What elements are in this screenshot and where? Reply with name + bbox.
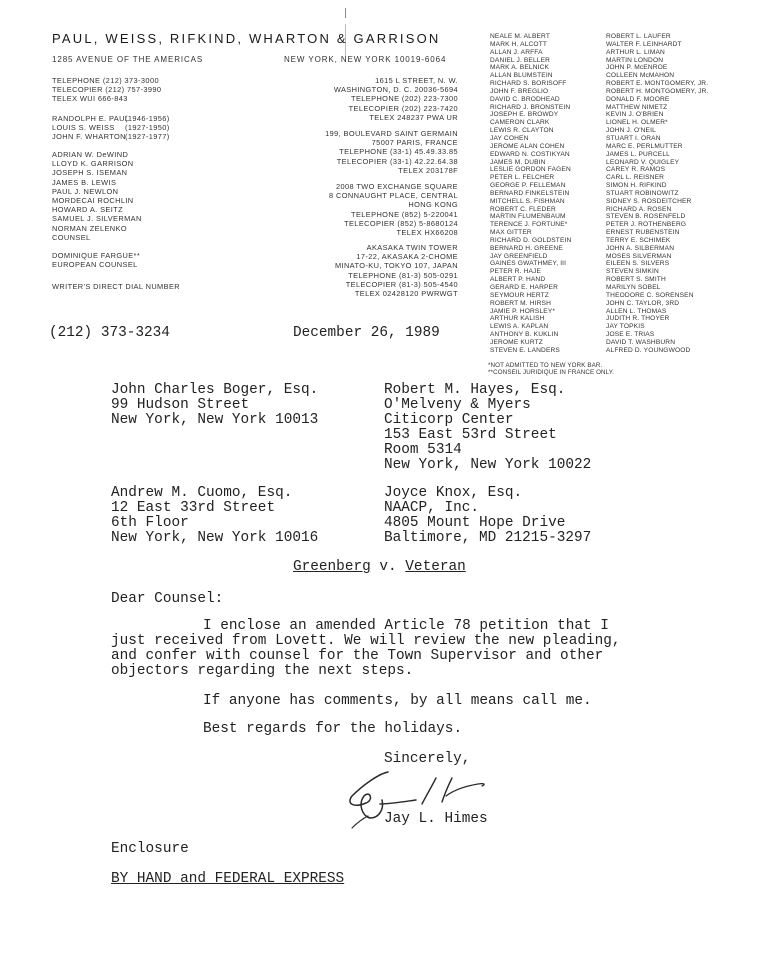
counsel-name: NORMAN ZELENKO: [52, 223, 127, 233]
partner-name: DANIEL J. BELLER: [490, 56, 551, 64]
address-line: New York, New York 10013: [111, 412, 319, 428]
firm-address: 1285 AVENUE OF THE AMERICAS: [52, 55, 204, 64]
partner-name: EILEEN S. SILVERS: [606, 260, 670, 268]
partner-name: TERRY E. SCHIMEK: [606, 236, 671, 244]
founder-years: (1927-1950): [125, 123, 170, 133]
counsel-name: ADRIAN W. DeWIND: [52, 150, 129, 159]
partner-name: KEVIN J. O'BRIEN: [606, 111, 664, 119]
partner-name: MARTIN FLUMENBAUM: [490, 213, 566, 221]
address-line: NAACP, Inc.: [384, 500, 479, 516]
ny-contacts: [52, 76, 161, 104]
salutation: Dear Counsel:: [111, 591, 224, 607]
address-line: 99 Hudson Street: [111, 397, 250, 413]
partner-name: ANTHONY B. KUKLIN: [490, 331, 559, 339]
body-line: and confer with counsel for the Town Supervisor and other: [111, 648, 604, 664]
partner-name: PETER L. FELCHER: [490, 174, 555, 182]
body-line: just received from Lovett. We will review the new pleading,: [111, 633, 621, 649]
office-line: TELEPHONE (81-3) 505-0291: [348, 270, 458, 280]
partner-name: ALFRED D. YOUNGWOOD: [606, 346, 691, 354]
partner-name: CARL L. REISNER: [606, 174, 665, 182]
body-paragraph-2: If anyone has comments, by all means call me.: [203, 693, 592, 709]
partner-name: COLLEEN McMAHON: [606, 72, 675, 80]
body-line: objectors regarding the next steps.: [111, 663, 414, 679]
partner-name: MATTHEW NIMETZ: [606, 103, 668, 111]
office-hong-kong: [329, 182, 458, 237]
address-line: John Charles Boger, Esq.: [111, 382, 319, 398]
office-line: TELEX 248237 PWA UR: [369, 112, 458, 122]
address-line: Andrew M. Cuomo, Esq.: [111, 485, 293, 501]
partner-name: JEROME ALAN COHEN: [490, 142, 565, 150]
partner-name: SEYMOUR HERTZ: [490, 291, 549, 299]
direct-dial-label: WRITER'S DIRECT DIAL NUMBER: [52, 282, 181, 291]
partner-name: ARTHUR KALISH: [490, 315, 545, 323]
office-line: TELEX 203178F: [398, 165, 458, 175]
closing: Sincerely,: [384, 751, 471, 767]
office-line: WASHINGTON, D. C. 20036-5694: [333, 85, 458, 95]
office-line: 8 CONNAUGHT PLACE, CENTRAL: [329, 191, 458, 201]
partner-name: MARILYN SOBEL: [606, 284, 661, 291]
address-line: Baltimore, MD 21215-3297: [384, 530, 592, 546]
address-line: Joyce Knox, Esq.: [384, 485, 523, 501]
office-line: TELEX 02428120 PWRWGT: [354, 288, 458, 298]
scan-mark: [345, 8, 346, 18]
partner-name: ALLAN BLUMSTEIN: [490, 72, 553, 80]
partner-name: JOHN A. SILBERMAN: [606, 244, 675, 252]
partner-name: JOHN J. O'NEIL: [606, 127, 656, 135]
partner-name: STEVEN SIMKIN: [606, 268, 659, 276]
address-line: Robert M. Hayes, Esq.: [384, 382, 566, 398]
founder-years: (1946-1956): [125, 114, 170, 123]
partner-name: THEODORE C. SORENSEN: [606, 291, 694, 299]
office-line: TELEPHONE (852) 5-220041: [351, 209, 458, 219]
founders-years: [125, 114, 170, 142]
partner-name: MITCHELL S. FISHMAN: [490, 197, 565, 205]
address-line: 6th Floor: [111, 515, 189, 531]
firm-name: PAUL, WEISS, RIFKIND, WHARTON & GARRISON: [52, 31, 441, 46]
enclosure-note: Enclosure: [111, 841, 189, 857]
partner-name: RICHARD D. GOLDSTEIN: [490, 236, 572, 244]
partner-name: STEVEN E. LANDERS: [490, 346, 560, 354]
partner-name: ERNEST RUBENSTEIN: [606, 229, 680, 237]
footnotes: [488, 362, 614, 376]
office-tokyo: [335, 243, 458, 298]
founder-name: RANDOLPH E. PAUL: [52, 114, 130, 123]
recipient-address: [384, 486, 591, 546]
office-line: TELEPHONE (202) 223-7300: [351, 94, 458, 104]
partner-name: LEONARD V. QUIGLEY: [606, 158, 680, 166]
founder-years: (1927-1977): [125, 132, 170, 142]
partner-name: BERNARD FINKELSTEIN: [490, 189, 570, 197]
footnote: **CONSEIL JURIDIQUE IN FRANCE ONLY.: [488, 369, 615, 376]
partner-name: MAX GITTER: [490, 229, 532, 237]
partner-name: MOSES SILVERMAN: [606, 252, 672, 260]
address-line: Room 5314: [384, 442, 462, 458]
recipient-address: [111, 383, 318, 428]
partner-name: STUART ROBINOWITZ: [606, 189, 679, 197]
partner-name: PETER R. HAJE: [490, 268, 542, 276]
contact-line: TELEPHONE (212) 373-3000: [52, 76, 159, 85]
counsel-name: HOWARD A. SEITZ: [52, 205, 124, 215]
partner-name: RICHARD A. ROSEN: [606, 205, 672, 213]
counsel-name: MORDECAI ROCHLIN: [52, 195, 134, 205]
partner-name: ROBERT C. FLEDER: [490, 205, 556, 213]
partner-name: DAVID T. WASHBURN: [606, 338, 676, 346]
founders-names: [52, 114, 129, 142]
partner-name: TERENCE J. FORTUNE*: [490, 221, 568, 229]
partner-name: JUDITH R. THOYER: [606, 315, 670, 323]
partner-name: WALTER F. LEINHARDT: [606, 40, 682, 48]
case-defendant: Veteran: [405, 559, 466, 575]
partner-name: LESLIE GORDON FAGEN: [490, 166, 571, 174]
delivery-method: BY HAND and FEDERAL EXPRESS: [111, 871, 345, 887]
founder-name: LOUIS S. WEISS: [52, 123, 115, 133]
counsel-name: LLOYD K. GARRISON: [52, 159, 134, 169]
partner-name: LEWIS A. KAPLAN: [490, 323, 549, 331]
body-line: I enclose an amended Article 78 petition that I: [203, 618, 609, 634]
european-counsel-title: EUROPEAN COUNSEL: [52, 260, 138, 270]
case-caption: [293, 559, 466, 575]
counsel-title: COUNSEL: [52, 232, 91, 242]
office-line: TELECOPIER (33-1) 42.22.64.38: [336, 156, 458, 166]
partner-name: STEVEN B. ROSENFELD: [606, 213, 686, 221]
address-line: 12 East 33rd Street: [111, 500, 276, 516]
address-line: O'Melveny & Myers: [384, 397, 531, 413]
partner-name: CAREY R. RAMOS: [606, 166, 666, 174]
partner-name: ALLEN L. THOMAS: [606, 307, 667, 315]
address-line: 153 East 53rd Street: [384, 427, 557, 443]
office-line: AKASAKA TWIN TOWER: [366, 243, 458, 252]
partner-name: PETER J. ROTHENBERG: [606, 221, 687, 229]
office-line: MINATO-KU, TOKYO 107, JAPAN: [334, 261, 458, 271]
partner-name: EDWARD N. COSTIKYAN: [490, 150, 570, 158]
office-line: 75007 PARIS, FRANCE: [371, 138, 458, 148]
footnote: *NOT ADMITTED TO NEW YORK BAR.: [488, 362, 603, 369]
office-line: TELECOPIER (202) 223-7420: [348, 103, 458, 113]
partner-name: JAY GREENFIELD: [490, 252, 548, 260]
signer-name: Jay L. Himes: [384, 811, 488, 827]
recipient-address: [111, 486, 318, 546]
european-counsel-name: DOMINIQUE FARGUE**: [52, 251, 141, 261]
partner-name: RICHARD J. BRONSTEIN: [490, 103, 571, 111]
office-line: TELEPHONE (33-1) 45.49.33.85: [339, 147, 458, 157]
office-line: 1615 L STREET, N. W.: [375, 76, 458, 85]
partner-name: STUART I. ORAN: [606, 134, 661, 142]
counsel-name: PAUL J. NEWLON: [52, 186, 119, 196]
partner-name: CAMERON CLARK: [490, 119, 550, 127]
partner-name: GEORGE P. FELLEMAN: [490, 182, 566, 190]
address-line: New York, New York 10022: [384, 457, 592, 473]
partner-name: ROBERT S. SMITH: [606, 276, 666, 284]
office-line: 17-22, AKASAKA 2-CHOME: [356, 252, 458, 262]
partner-name: JOSEPH E. BROWDY: [490, 111, 559, 119]
partner-name: JAMES M. DUBIN: [490, 158, 546, 166]
partner-name: ROBERT M. HIRSH: [490, 299, 551, 307]
office-line: 199, BOULEVARD SAINT GERMAIN: [325, 129, 458, 138]
counsel-name: SAMUEL J. SILVERMAN: [52, 214, 142, 224]
partner-name: NEALE M. ALBERT: [490, 33, 551, 40]
partner-name: ROBERT H. MONTGOMERY, JR.: [606, 87, 709, 95]
partner-name: JAMIE P. HORSLEY*: [490, 307, 556, 315]
partner-name: ROBERT E. MONTGOMERY, JR.: [606, 80, 709, 88]
office-line: TELECOPIER (81-3) 505-4540: [345, 279, 458, 289]
partner-name: ALLAN J. ARFFA: [490, 48, 543, 56]
partner-name: GAINES GWATHMEY, III: [490, 260, 567, 268]
office-line: TELEX HX66208: [396, 227, 458, 237]
partner-name: JAMES L. PURCELL: [606, 150, 670, 158]
recipient-address: [384, 383, 591, 473]
body-paragraph-3: Best regards for the holidays.: [203, 721, 463, 737]
office-paris: [325, 129, 458, 175]
partner-name: LIONEL H. OLMER*: [606, 119, 668, 127]
partner-name: JOSE E. TRIAS: [606, 331, 655, 339]
partner-name: ROBERT L. LAUFER: [606, 33, 671, 40]
partner-name: MARK A. BELNICK: [490, 64, 550, 72]
address-line: New York, New York 10016: [111, 530, 319, 546]
partner-name: JEROME KURTZ: [490, 338, 543, 346]
case-plaintiff: Greenberg: [293, 559, 371, 575]
partner-name: MARK H. ALCOTT: [490, 40, 548, 48]
contact-line: TELEX WUI 666-843: [52, 94, 128, 104]
counsel-name: JOSEPH S. ISEMAN: [52, 168, 128, 178]
partner-name: JOHN F. BREGLIO: [490, 87, 549, 95]
partner-name: JAY COHEN: [490, 134, 529, 142]
address-line: Citicorp Center: [384, 412, 514, 428]
partner-name: DONALD F. MOORE: [606, 95, 670, 103]
partner-name: JOHN P. McENROE: [606, 64, 668, 72]
partner-name: ARTHUR L. LIMAN: [606, 48, 665, 56]
firm-city: NEW YORK, NEW YORK 10019-6064: [284, 55, 447, 64]
partner-name: DAVID C. BRODHEAD: [490, 95, 560, 103]
office-line: TELECOPIER (852) 5-8680124: [344, 218, 458, 228]
partner-name: JAY TOPKIS: [606, 323, 645, 331]
contact-line: TELECOPIER (212) 757-3990: [52, 85, 162, 95]
partner-name: SIDNEY S. ROSDEITCHER: [606, 197, 692, 205]
counsel-list: [52, 150, 142, 269]
partner-name: LEWIS R. CLAYTON: [490, 127, 554, 135]
office-washington: [334, 76, 458, 122]
address-line: 4805 Mount Hope Drive: [384, 515, 566, 531]
partner-name: GERARD E. HARPER: [490, 284, 558, 291]
counsel-name: JAMES B. LEWIS: [52, 177, 117, 187]
direct-dial-number: (212) 373-3234: [49, 325, 170, 341]
partner-name: SIMON H. RIFKIND: [606, 182, 667, 190]
partner-name: BERNARD H. GREENE: [490, 244, 563, 252]
partners-column-1: [490, 33, 571, 355]
case-versus: v.: [379, 559, 397, 575]
partner-name: MARC E. PERLMUTTER: [606, 142, 683, 150]
partner-name: MARTIN LONDON: [606, 56, 664, 64]
partner-name: RICHARD S. BORISOFF: [490, 80, 567, 88]
body-paragraph-1: [111, 619, 621, 679]
partner-name: JOHN C. TAYLOR, 3RD: [606, 299, 680, 307]
letter-date: December 26, 1989: [293, 325, 440, 341]
office-line: 2008 TWO EXCHANGE SQUARE: [336, 182, 458, 191]
founder-name: JOHN F. WHARTON: [52, 132, 126, 142]
partners-column-2: [606, 33, 709, 355]
partner-name: ALBERT P. HAND: [490, 276, 546, 284]
office-line: HONG KONG: [408, 200, 458, 210]
